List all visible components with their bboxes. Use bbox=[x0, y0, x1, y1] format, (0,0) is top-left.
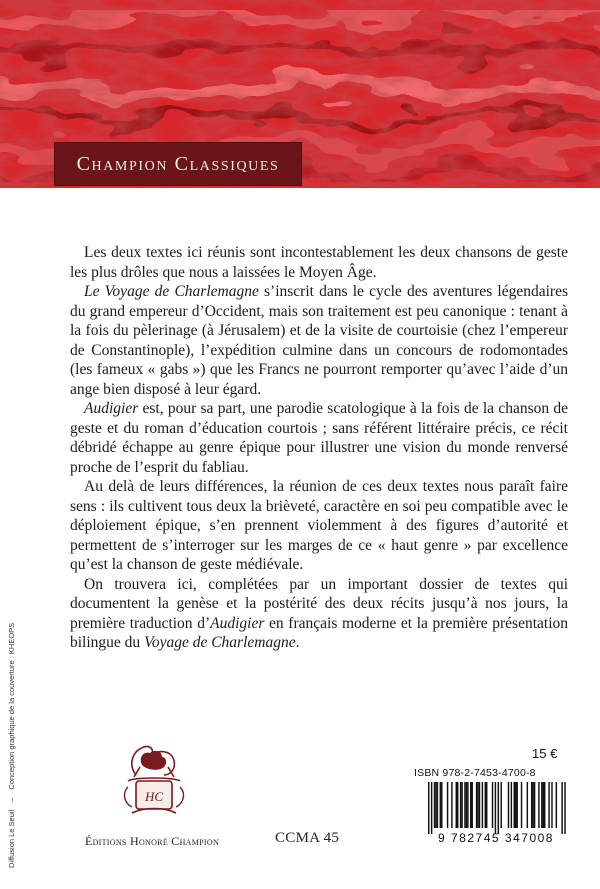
blurb-paragraph: Le Voyage de Charlemagne s’inscrit dans le cycle des aventures légendaires du grand empereur d’Occident, mais son traitement est peu canonique : tenant à la fois du pèlerinage (à Jérusalem) et de la visite de courtoisie (chez l’empereur de Constantinople), l’expédition culmine dans un concours de rodomontades (les fameux « gabs ») que les Francs ne pourront remporter qu’avec l’aide d’un ange bien disposé à leur égard. bbox=[70, 283, 568, 398]
distribution-credit: Diffusion Le Seuil bbox=[6, 809, 16, 868]
isbn-label: ISBN 978-2-7453-4700-8 bbox=[414, 767, 536, 779]
barcode-bar bbox=[441, 782, 442, 828]
barcode-bar bbox=[472, 782, 473, 828]
barcode-bar bbox=[515, 782, 516, 828]
barcode-bar bbox=[482, 782, 483, 828]
barcode-bar bbox=[498, 782, 499, 834]
barcode-bar bbox=[492, 782, 493, 828]
barcode-bar bbox=[564, 782, 565, 834]
barcode-number: 9 782745 347008 bbox=[438, 831, 554, 844]
blurb-paragraph: Les deux textes ici réunis sont incontestablement les deux chansons de geste les plus drôles que nous a laissées le Moyen Âge. bbox=[70, 244, 568, 281]
spine-credits bbox=[1, 622, 21, 868]
barcode-bar bbox=[428, 782, 429, 834]
blurb-paragraph: Audigier est, pour sa part, une parodie scatologique à la fois de la chanson de geste et du roman d’éducation courtois ; sans référent littéraire précis, ce récit débridé échappe au genre épique pour illustrer une vision du monde renversé proche de l’esprit du fabliau. bbox=[70, 400, 568, 476]
barcode-bar bbox=[451, 782, 452, 828]
barcode-bar bbox=[479, 782, 480, 828]
price-label: 15 € bbox=[532, 746, 558, 761]
design-credit: Conception graphique de la couverture : KHEOPS bbox=[6, 622, 16, 790]
barcode-bar bbox=[521, 782, 522, 828]
barcode-bar bbox=[456, 782, 457, 828]
barcode-bar bbox=[541, 782, 542, 828]
barcode-bar bbox=[531, 782, 532, 828]
barcode-bar bbox=[461, 782, 462, 828]
barcode-bar bbox=[464, 782, 465, 828]
barcode-bar bbox=[466, 782, 467, 828]
series-banner bbox=[54, 142, 302, 186]
barcode-bar bbox=[516, 782, 517, 828]
logo-initials: HC bbox=[144, 789, 164, 804]
barcode-bar bbox=[435, 782, 436, 828]
barcode-bar bbox=[514, 782, 515, 828]
barcode-bar bbox=[457, 782, 458, 828]
barcode-bar bbox=[434, 782, 435, 828]
barcode-bar bbox=[486, 782, 487, 828]
barcode-bar bbox=[477, 782, 478, 828]
back-cover-blurb bbox=[70, 243, 568, 653]
barcode-bar bbox=[431, 782, 432, 834]
barcode-bar bbox=[470, 782, 471, 828]
barcode-bar bbox=[511, 782, 512, 828]
barcode-bar bbox=[561, 782, 562, 834]
barcode-bar bbox=[495, 782, 496, 834]
credit-separator: – bbox=[6, 797, 16, 802]
barcode-bar bbox=[460, 782, 461, 828]
barcode-bar bbox=[467, 782, 468, 828]
isbn-barcode bbox=[414, 782, 570, 844]
barcode-bar bbox=[440, 782, 441, 828]
publisher-name: Éditions Honoré Champion bbox=[84, 834, 220, 848]
collection-code: CCMA 45 bbox=[275, 830, 340, 846]
blurb-paragraph: Au delà de leurs différences, la réunion de ces deux textes nous paraît faire sens : ils cultivent tous deux la brièveté, caractère en soi peu compatible avec le déploiement épique, s’en prennent violemment à des figures d’autorité et permettent de s’interroger sur les marges de ce « haut genre » par excellence qu’est la chanson de geste médiévale. bbox=[70, 478, 568, 573]
barcode-bar bbox=[501, 782, 502, 828]
blurb-paragraph: On trouvera ici, complétées par un important dossier de textes qui documentent la genèse et la postérité des deux récits jusqu’à nos jours, la première traduction d’Audigier en français moderne et la première présentation bilingue du Voyage de Charlemagne. bbox=[70, 575, 569, 651]
barcode-bar bbox=[543, 782, 544, 828]
barcode-bar bbox=[556, 782, 557, 828]
publisher-logo bbox=[114, 737, 194, 821]
barcode-bar bbox=[551, 782, 552, 828]
barcode-bar bbox=[485, 782, 486, 828]
barcode-bar bbox=[447, 782, 448, 828]
barcode-bar bbox=[437, 782, 438, 828]
barcode-bar bbox=[544, 782, 545, 828]
series-title: Champion Classiques bbox=[76, 152, 280, 175]
barcode-bar bbox=[538, 782, 539, 828]
barcode-bar bbox=[548, 782, 549, 828]
barcode-bar bbox=[532, 782, 533, 828]
barcode-bar bbox=[508, 782, 509, 828]
barcode-bar bbox=[476, 782, 477, 828]
barcode-bar bbox=[534, 782, 535, 828]
barcode-bar bbox=[527, 782, 528, 828]
